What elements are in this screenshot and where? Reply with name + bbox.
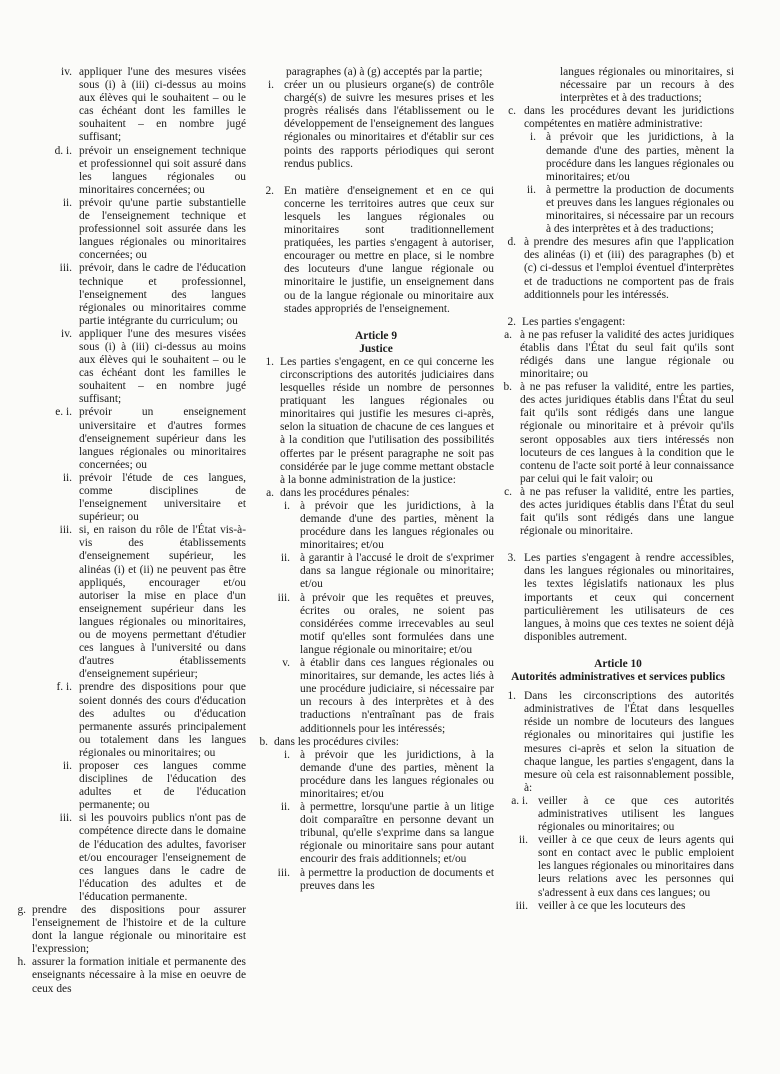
column-left (12, 66, 246, 996)
list-item: b. à ne pas refuser la validité, entre les parties, des actes juridiques établis dans l'État du seul fait qu'ils sont rédigés dans une langue régionale ou minoritaire et à prévoir qu'ils seront opposables aux tiers intéressés non locuteurs de ces langues à la condition que le contenu de l'acte soit porté à leur connaissance par celui qui le fait valoir; ou (503, 381, 734, 485)
list-item: iii. si, en raison du rôle de l'État vis-à-vis des établissements d'enseignement supérieur, les alinéas (i) et (ii) ne peuvent pas être appliqués, encourager et/ou autoriser la mise en place d'un enseignement supérieur dans les langues régionales ou minoritaires, ou de moyens permettant d'étudier ces langues à l'université ou dans d'autres établissements d'enseignement supérieur; (59, 524, 246, 681)
article-subtitle: Autorités administratives et services publics (511, 671, 725, 684)
list-item: ii. à permettre, lorsqu'une partie à un litige doit comparaître en personne devant un tribunal, qu'elle s'exprime dans sa langue régionale ou minoritaire sans pour autant encourir des frais additionnels; et/ou (280, 801, 494, 866)
list-item: d. à prendre des mesures afin que l'application des alinéas (i) et (iii) des paragraphes (b) et (c) ci-dessus et l'emploi éventuel d'interprètes et de traductions ne comportent pas de frais additionnels pour les intéressés. (507, 236, 734, 301)
list-item: iv. appliquer l'une des mesures visées sous (i) à (iii) ci-dessus au moins aux élèves qui le souhaitent – ou le cas échéant dont les familles le souhaitent – en nombre jugé suffisant; (61, 327, 246, 406)
list-item: i. créer un ou plusieurs organe(s) de contrôle chargé(s) de suivre les mesures prises et les progrès réalisés dans l'établissement ou le développement de l'enseignement des langues régionales ou minoritaires et d'établir sur ces points des rapports périodiques qui seront rendus publics. (267, 79, 494, 170)
list-item: a. dans les procédures pénales: (266, 486, 410, 499)
list-item: iii. veiller à ce que les locuteurs des (515, 899, 686, 912)
paragraph: 2. Les parties s'engagent: (507, 315, 626, 328)
list-item: i. à prévoir que les juridictions, à la demande d'une des parties, mènent la procédure dans les langues régionales ou minoritaires; et/ou (283, 748, 494, 800)
list-item: ii. prévoir qu'une partie substantielle de l'enseignement technique et professionnel soit assurée dans les langues régionales ou minoritaires concernées; ou (62, 196, 246, 262)
list-item: ii. à garantir à l'accusé le droit de s'exprimer dans sa langue régionale ou minoritaire; et/ou (280, 552, 494, 591)
list-item: b. dans les procédures civiles: (259, 735, 399, 748)
list-item: c. dans les procédures devant les juridictions compétentes en matière administrative: (508, 105, 734, 131)
list-item: e. i. prévoir un enseignement universitaire et d'autres formes d'enseignement supérieur dans les langues régionales ou minoritaires concernées; ou (55, 406, 246, 471)
list-item: v. à établir dans ces langues régionales ou minoritaires, sur demande, les actes liés à une procédure judiciaire, si nécessaire par un recours à des interprètes et à des traductions n'entraînant pas de frais additionnels pour les intéressés; (282, 657, 494, 735)
paragraph: 1. Dans les circonscriptions des autorités administratives de l'État dans lesquelles réside un nombre de locuteurs des langues régionales ou minoritaires qui justifie les mesures ci-après et selon la situation de chaque langue, les parties s'engagent, dans la mesure où cela est raisonnablement possible, à: (507, 690, 734, 794)
article-title: Article 10 (594, 657, 642, 670)
list-item: a. à ne pas refuser la validité des actes juridiques établis dans l'État du seul fait qu'ils sont rédigés dans une langue régionale ou minoritaire; ou (504, 328, 734, 381)
paragraph: 1. Les parties s'engagent, en ce qui concerne les circonscriptions des autorités judiciaires dans lesquelles réside un nombre de personnes pratiquant les langues régionales ou minoritaires qui justifie les mesures ci-après, selon la situation de chacune de ces langues et à la condition que l'utilisation des possibilités offertes par le présent paragraphe ne soit pas considérée par le juge comme mettant obstacle à la bonne administration de la justice: (265, 355, 494, 486)
column-middle (258, 66, 494, 893)
list-item: langues régionales ou minoritaires, si nécessaire par un recours à des interprètes et à des traductions; (560, 66, 734, 105)
article-title: Article 9 (354, 329, 398, 342)
list-item: d. i. prévoir un enseignement technique et professionnel qui soit assuré dans les langues régionales ou minoritaires concernées; ou (54, 144, 246, 196)
list-item: h. assurer la formation initiale et permanente des enseignants nécessaire à la mise en oeuvre de ceux des (17, 956, 246, 995)
list-item: iv. appliquer l'une des mesures visées sous (i) à (iii) ci-dessus au moins aux élèves qui le souhaitent – ou le cas échéant dont les familles le souhaitent – en nombre jugé suffisant; (61, 66, 246, 144)
list-item: paragraphes (a) à (g) acceptés par la partie; (286, 66, 483, 78)
list-item: iii. à permettre la production de documents et preuves dans les (277, 866, 494, 892)
paragraph: 2. En matière d'enseignement et en ce qui concerne les territoires autres que ceux sur lesquels les langues régionales ou minoritaires sont traditionnellement pratiquées, les parties s'engagent à autoriser, encourager ou mettre en place, si le nombre des locuteurs d'une langue régionale ou minoritaire le justifie, un enseignement dans ou de la langue régionale ou minoritaire aux stades appropriés de l'enseignement. (265, 184, 494, 315)
column-right (502, 66, 734, 913)
list-item: ii. proposer ces langues comme disciplines de l'éducation des adultes et de l'éducation permanente; ou (62, 759, 246, 812)
list-item: ii. à permettre la production de documents et preuves dans les langues régionales ou minoritaires, si nécessaire par un recours à des interprètes et à des traductions; (526, 183, 734, 236)
list-item: c. à ne pas refuser la validité, entre les parties, des actes juridiques établis dans l'État du seul fait qu'ils sont rédigés dans une langue régionale ou minoritaire. (504, 485, 734, 538)
list-item: f. i. prendre des dispositions pour que soient donnés des cours d'éducation des adultes ou d'éducation permanente assurés principalement ou totalement dans les langues régionales ou minoritaires; ou (56, 681, 246, 759)
list-item: i. à prévoir que les juridictions, à la demande d'une des parties, mènent la procédure dans les langues régionales ou minoritaires; et/ou (283, 499, 494, 552)
article-subtitle: Justice (359, 342, 393, 355)
list-item: iii. à prévoir que les requêtes et preuves, écrites ou orales, ne soient pas considérées comme irrecevables au seul motif qu'elles sont formulées dans une langue régionale ou minoritaire; et/ou (277, 591, 494, 656)
list-item: iii. prévoir, dans le cadre de l'éducation technique et professionnel, l'enseignement des langues régionales ou minoritaires comme partie intégrante du curriculum; ou (59, 262, 246, 327)
paragraph: 3. Les parties s'engagent à rendre accessibles, dans les langues régionales ou minoritaires, les textes législatifs nationaux les plus importants et ceux qui concernent particulièrement les utilisateurs de ces langues, à moins que ces textes ne soient déjà disponibles autrement. (507, 552, 734, 643)
list-item: ii. veiller à ce que ceux de leurs agents qui sont en contact avec le public emploient les langues régionales ou minoritaires dans leurs relations avec les personnes qui s'adressent à eux dans ces langues; ou (518, 834, 734, 899)
list-item: iii. si les pouvoirs publics n'ont pas de compétence directe dans le domaine de l'éducation des adultes, favoriser et/ou encourager l'enseignement de ces langues dans le cadre de l'éducation des adultes et de l'éducation permanente. (59, 812, 246, 903)
list-item: ii. prévoir l'étude de ces langues, comme disciplines de l'enseignement universitaire et supérieur; ou (62, 471, 246, 524)
list-item: i. à prévoir que les juridictions, à la demande d'une des parties, mènent la procédure dans les langues régionales ou minoritaires; et/ou (529, 131, 734, 183)
list-item: a. i. veiller à ce que ces autorités administratives utilisent les langues régionales ou minoritaires; ou (511, 794, 734, 834)
list-item: g. prendre des dispositions pour assurer l'enseignement de l'histoire et de la culture dont la langue régionale ou minoritaire est l'expression; (17, 904, 246, 956)
